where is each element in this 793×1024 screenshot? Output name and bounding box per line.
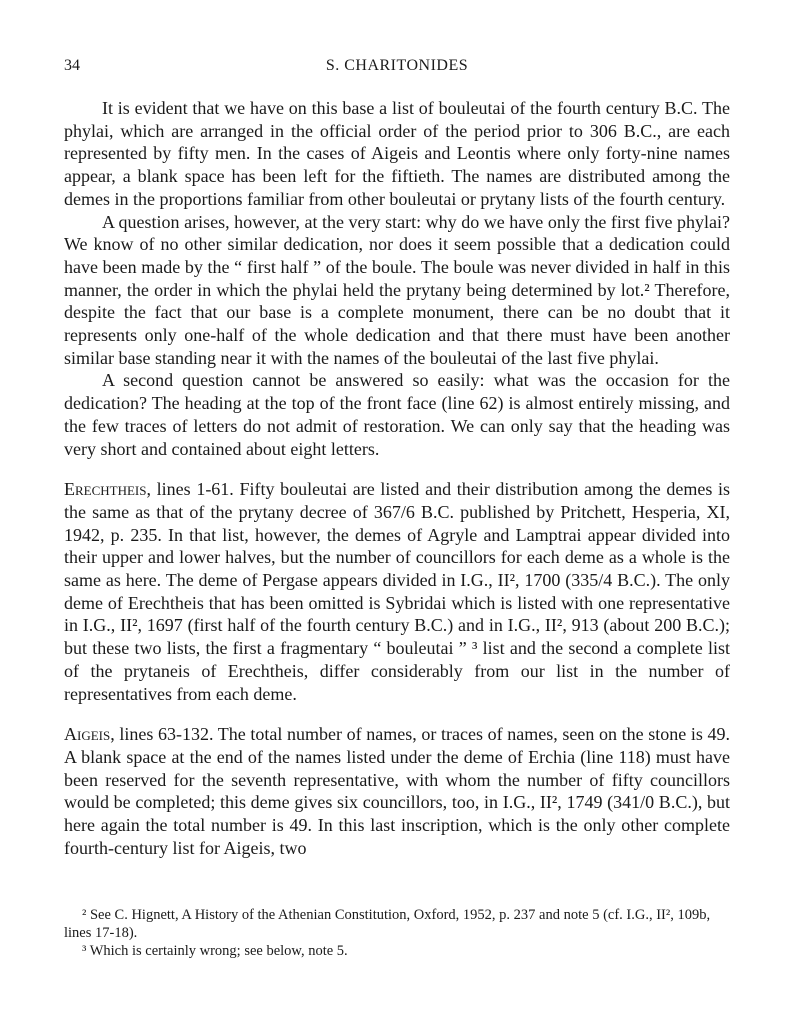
- section-text-aigeis: , lines 63-132. The total number of names, or traces of names, seen on the stone is 49. A blank space at the end of the names listed under the deme of Erchia (line 118) must have been reserved for the seventh representative, with whom the number of fifty councillors would be completed; this deme gives six councillors, too, in I.G., II², 1749 (341/0 B.C.), but here again the total number is 49. In this last inscription, which is the only other complete fourth-century list for Aigeis, two: [64, 724, 730, 858]
- page-number: 34: [64, 57, 80, 74]
- paragraph-3: A second question cannot be answered so easily: what was the occasion for the dedication? The heading at the top of the front face (line 62) is almost entirely missing, and the few traces of letters do not admit of restoration. We can only say that the heading was very short and contained about eight letters.: [64, 370, 730, 459]
- footnote-3: ³ Which is certainly wrong; see below, note 5.: [82, 943, 348, 959]
- section-label-aigeis: Aigeis: [64, 724, 111, 745]
- section-aigeis: [64, 723, 730, 859]
- section-text-erechtheis: , lines 1-61. Fifty bouleutai are listed and their distribution among the demes is the same as that of the prytany decree of 367/6 B.C. published by Pritchett, Hesperia, XI, 1942, p. 235. In that list, however, the demes of Agryle and Lamptrai appear divided into their upper and lower halves, but the number of councillors for each deme as a whole is the same as here. The deme of Pergase appears divided in I.G., II², 1700 (335/4 B.C.). The only deme of Erechtheis that has been omitted is Sybridai which is listed with one representative in I.G., II², 1697 (first half of the fourth century B.C.) and in I.G., II², 913 (about 200 B.C.); but these two lists, the first a fragmentary “ bouleutai ” ³ list and the second a complete list of the prytaneis of Erechtheis, differ considerably from our list in the number of representatives from each deme.: [64, 479, 730, 704]
- section-label-erechtheis: Erechtheis: [64, 479, 147, 500]
- section-erechtheis: [64, 478, 730, 705]
- paragraph-1: It is evident that we have on this base a list of bouleutai of the fourth century B.C. The phylai, which are arranged in the official order of the period prior to 306 B.C., are each represented by fifty men. In the cases of Aigeis and Leontis where only forty-nine names appear, a blank space has been left for the fiftieth. The names are distributed among the demes in the proportions familiar from other bouleutai or prytany lists of the fourth century.: [64, 98, 730, 209]
- running-head: S. CHARITONIDES: [325, 57, 469, 74]
- footnotes: [64, 906, 730, 960]
- page-header: [64, 57, 730, 81]
- body-text: [64, 97, 730, 860]
- paragraph-2: A question arises, however, at the very start: why do we have only the first five phylai? We know of no other similar dedication, nor does it seem possible that a dedication could have been made by the “ first half ” of the boule. The boule was never divided in half in this manner, the order in which the phylai held the prytany being determined by lot.² Therefore, despite the fact that our base is a complete monument, there can be no doubt that it represents only one-half of the whole dedication and that there must have been another similar base standing near it with the names of the bouleutai of the last five phylai.: [64, 211, 730, 368]
- footnote-2: ² See C. Hignett, A History of the Athenian Constitution, Oxford, 1952, p. 237 and note 5 (cf. I.G., II², 109b, lines 17-18).: [64, 907, 711, 941]
